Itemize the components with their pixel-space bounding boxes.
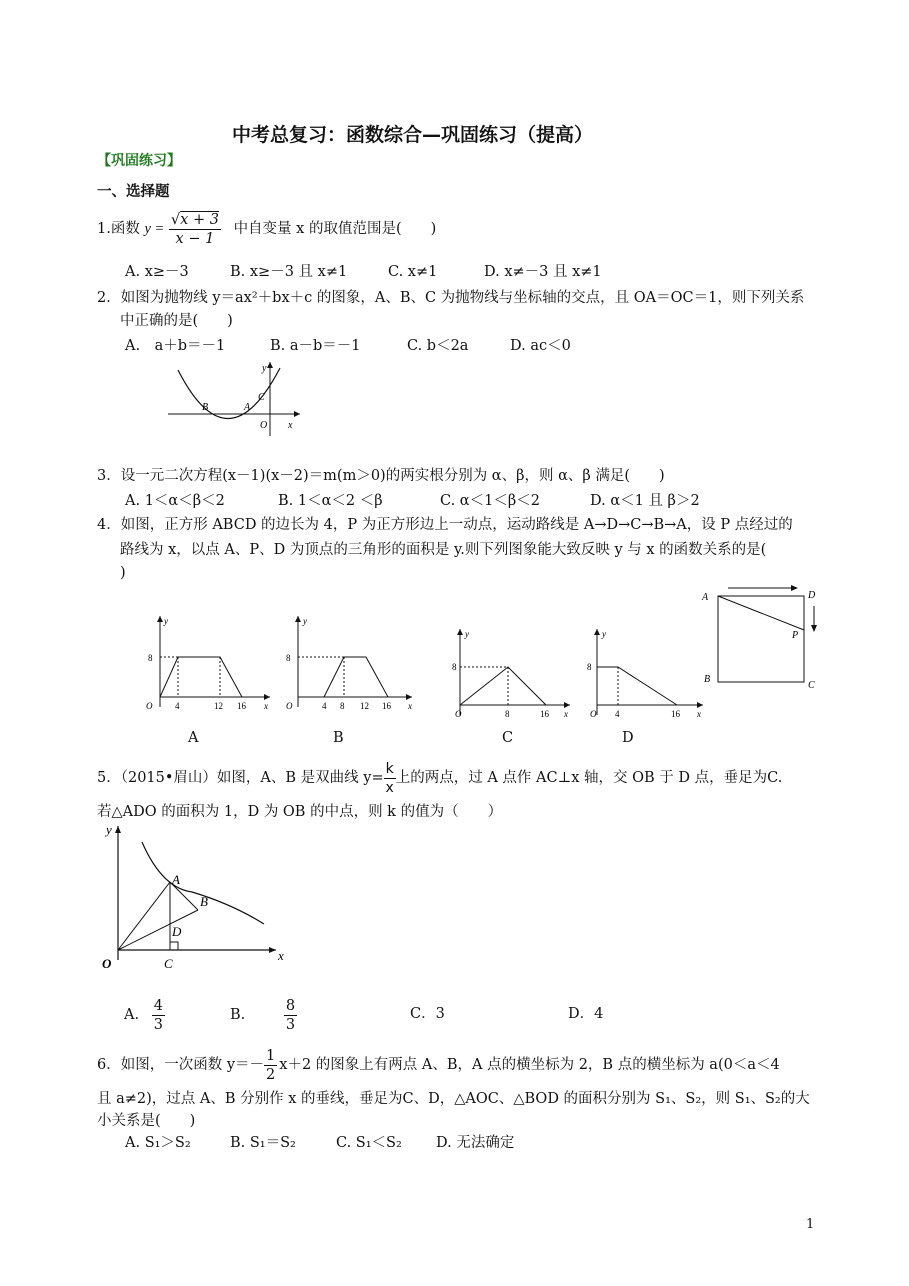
q5-opt-a-num: 4 xyxy=(153,997,163,1014)
svg-text:O: O xyxy=(455,709,462,719)
q4-graph-label-a: A xyxy=(188,730,199,746)
q1-option-b: B. x≥－3 且 x≠1 xyxy=(230,264,348,280)
svg-text:x: x xyxy=(264,701,268,711)
svg-text:P: P xyxy=(792,630,799,641)
q4-line3: ) xyxy=(120,565,126,581)
q5-opt-b-num: 8 xyxy=(285,997,296,1014)
q4-graph-b xyxy=(284,612,419,717)
svg-text:8: 8 xyxy=(286,653,291,663)
svg-text:4: 4 xyxy=(322,701,327,711)
svg-text:y: y xyxy=(303,616,307,626)
svg-text:16: 16 xyxy=(671,709,680,719)
svg-text:4: 4 xyxy=(175,701,180,711)
q2-option-d: D. ac＜0 xyxy=(510,338,571,354)
q3-option-b: B. 1＜α＜2 ＜β xyxy=(278,493,383,509)
q1-post: 中自变量 x 的取值范围是( ) xyxy=(233,221,437,237)
q6-fraction-half xyxy=(264,1047,277,1084)
q6-option-c: C. S₁＜S₂ xyxy=(336,1135,402,1151)
q6-option-b: B. S₁＝S₂ xyxy=(230,1135,296,1151)
svg-text:B: B xyxy=(704,674,711,685)
q6-post: x＋2 的图象上有两点 A、B，A 点的横坐标为 2，B 点的横坐标为 a(0＜a＜4 xyxy=(279,1057,780,1073)
q5-post: 上的两点，过 A 点作 AC⊥x 轴，交 OB 于 D 点，垂足为C. xyxy=(395,770,783,786)
q5-opt-b-fraction xyxy=(284,997,297,1034)
svg-text:D: D xyxy=(808,590,816,601)
q5-hyperbola-figure xyxy=(92,820,297,975)
svg-text:x: x xyxy=(408,701,412,711)
svg-text:x: x xyxy=(278,948,284,963)
svg-text:A: A xyxy=(244,402,251,413)
q5-opt-a-label: A. xyxy=(124,1007,140,1023)
svg-text:C: C xyxy=(808,680,815,691)
q3-option-a: A. 1＜α＜β＜2 xyxy=(125,493,225,509)
q5-numerator: k xyxy=(385,760,394,777)
q1-denominator: x − 1 xyxy=(175,230,215,247)
q6-denominator: 2 xyxy=(266,1066,276,1083)
svg-text:C: C xyxy=(258,392,265,403)
q4-graph-label-c: C xyxy=(502,730,514,746)
q6-line2: 且 a≠2)，过点 A、B 分别作 x 的垂线，垂足为C、D，△AOC、△BOD 的面积分别为 S₁、S₂，则 S₁、S₂的大 xyxy=(97,1091,810,1107)
q5-opt-a-den: 3 xyxy=(153,1016,163,1033)
svg-text:y: y xyxy=(164,616,168,626)
svg-text:O: O xyxy=(286,701,293,711)
q1-text xyxy=(97,209,436,249)
q2-line1: 2．如图为抛物线 y＝ax²＋bx＋c 的图象，A、B、C 为抛物线与坐标轴的交点，且 OA＝OC＝1，则下列关系 xyxy=(97,290,805,306)
svg-text:B: B xyxy=(202,402,209,413)
q4-graph-d xyxy=(585,625,710,720)
q6-option-d: D. 无法确定 xyxy=(436,1135,515,1151)
svg-text:A: A xyxy=(172,872,180,887)
q5-fraction-k-over-x xyxy=(384,760,396,797)
svg-text:4: 4 xyxy=(615,709,620,719)
page-title: 中考总复习：函数综合—巩固练习（提高） xyxy=(232,124,594,146)
svg-text:A: A xyxy=(702,592,709,603)
svg-text:8: 8 xyxy=(452,662,457,672)
svg-text:x: x xyxy=(697,709,701,719)
q3-option-c: C. α＜1＜β＜2 xyxy=(440,493,540,509)
q4-graph-label-d: D xyxy=(622,730,634,746)
q5-denominator: x xyxy=(385,779,394,796)
q6-numerator: 1 xyxy=(266,1047,276,1064)
q4-graph-label-b: B xyxy=(333,730,344,746)
svg-text:C: C xyxy=(164,956,173,971)
q4-line2: 路线为 x，以点 A、P、D 为顶点的三角形的面积是 y.则下列图象能大致反映 y 与 x 的函数关系的是( xyxy=(120,542,767,558)
q3-line1: 3．设一元二次方程(x－1)(x－2)＝m(m＞0)的两实根分别为 α、β，则 α、β 满足( ) xyxy=(97,468,665,484)
q2-line2: 中正确的是( ) xyxy=(120,313,233,329)
q5-option-c: C．3 xyxy=(410,1006,445,1022)
svg-text:8: 8 xyxy=(505,709,510,719)
q2-option-a: A. a＋b＝－1 xyxy=(125,338,226,354)
svg-text:12: 12 xyxy=(214,701,223,711)
svg-text:y: y xyxy=(106,822,112,837)
q4-square-figure xyxy=(698,582,828,692)
q5-opt-b-den: 3 xyxy=(285,1016,296,1033)
q1-fraction xyxy=(169,211,221,248)
q5-option-a xyxy=(124,996,165,1034)
q1-option-d: D. x≠－3 且 x≠1 xyxy=(484,264,602,280)
svg-text:O: O xyxy=(146,701,153,711)
q2-option-b: B. a－b＝－1 xyxy=(270,338,361,354)
q1-option-c: C. x≠1 xyxy=(388,264,438,280)
q1-pre: 1.函数 xyxy=(97,221,140,237)
q6-option-a: A. S₁＞S₂ xyxy=(125,1135,191,1151)
svg-text:O: O xyxy=(260,420,268,431)
q5-option-d: D．4 xyxy=(568,1006,604,1022)
svg-text:y: y xyxy=(262,363,267,374)
section-heading: 一、选择题 xyxy=(97,184,170,200)
svg-text:16: 16 xyxy=(382,701,391,711)
q6-pre: 6．如图，一次函数 y＝－ xyxy=(97,1057,265,1073)
svg-text:B: B xyxy=(200,894,208,909)
q6-line1 xyxy=(97,1045,780,1085)
svg-text:y: y xyxy=(602,629,606,639)
svg-text:x: x xyxy=(288,420,293,431)
q6-line3: 小关系是( ) xyxy=(97,1113,196,1129)
q1-option-a: A. x≥－3 xyxy=(125,264,189,280)
q3-option-d: D. α＜1 且 β＞2 xyxy=(590,493,700,509)
q5-pre: 5．（2015•眉山）如图，A、B 是双曲线 y= xyxy=(97,770,384,786)
svg-text:12: 12 xyxy=(360,701,369,711)
svg-text:16: 16 xyxy=(237,701,246,711)
q5-option-b xyxy=(230,996,297,1034)
svg-text:16: 16 xyxy=(540,709,549,719)
q2-option-c: C. b＜2a xyxy=(407,338,469,354)
q5-opt-b-label: B. xyxy=(230,1007,246,1023)
q4-graph-c xyxy=(450,625,575,720)
svg-text:y: y xyxy=(465,629,469,639)
svg-text:8: 8 xyxy=(148,653,153,663)
svg-text:O: O xyxy=(102,956,112,971)
svg-text:D: D xyxy=(172,924,182,939)
q4-graph-a xyxy=(140,612,275,717)
section-tag: 【巩固练习】 xyxy=(97,153,181,169)
q5-line2: 若△ADO 的面积为 1，D 为 OB 的中点，则 k 的值为（ ） xyxy=(97,804,503,820)
page-number: 1 xyxy=(806,1217,815,1232)
q5-opt-a-fraction xyxy=(152,997,165,1034)
q2-parabola-figure xyxy=(168,358,308,438)
svg-text:x: x xyxy=(564,709,568,719)
svg-text:8: 8 xyxy=(587,662,592,672)
q4-line1: 4．如图，正方形 ABCD 的边长为 4，P 为正方形边上一动点，运动路线是 A→D→C→B→A，设 P 点经过的 xyxy=(97,517,793,533)
q5-line1 xyxy=(97,758,782,798)
q1-y-equals: y = xyxy=(144,221,165,237)
svg-text:O: O xyxy=(590,709,597,719)
svg-text:8: 8 xyxy=(340,701,345,711)
q1-numerator: √x + 3 xyxy=(170,211,219,228)
